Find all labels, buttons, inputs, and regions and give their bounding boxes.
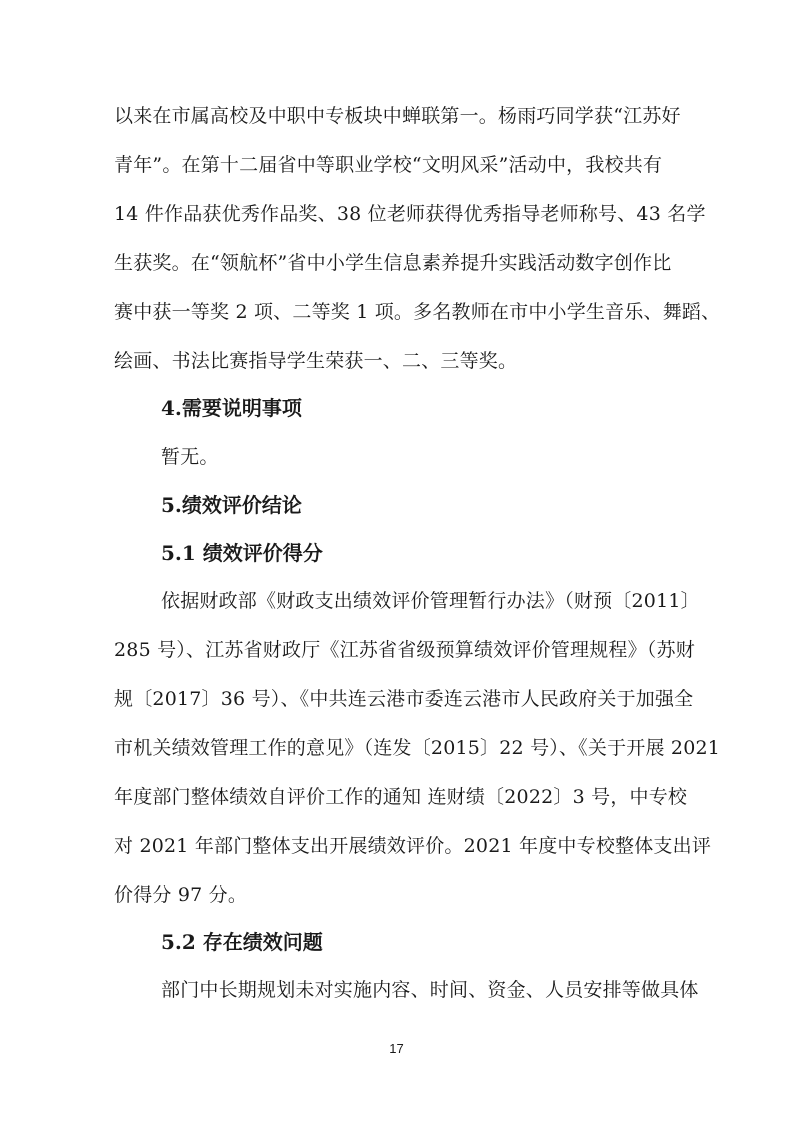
- body-line-5: 赛中获一等奖 2 项、二等奖 1 项。多名教师在市中小学生音乐、舞蹈、: [114, 301, 721, 323]
- body-line-1: 以来在市属高校及中职中专板块中蝉联第一。杨雨巧同学获“江苏好: [114, 105, 681, 127]
- section-5-2-line-1: 部门中长期规划未对实施内容、时间、资金、人员安排等做具体: [161, 979, 699, 1001]
- section-5-1-line-7: 价得分 97 分。: [114, 884, 248, 906]
- section-4-paragraph: 暂无。: [161, 446, 219, 468]
- section-5-1-line-3: 规〔2017〕36 号）、《中共连云港市委连云港市人民政府关于加强全: [114, 688, 694, 710]
- body-line-2: 青年”。在第十二届省中等职业学校“文明风采”活动中，我校共有: [114, 154, 663, 176]
- section-heading-5: 5.绩效评价结论: [161, 493, 302, 517]
- body-line-4: 生获奖。在“领航杯”省中小学生信息素养提升实践活动数字创作比: [114, 252, 672, 274]
- section-5-1-line-2: 285 号）、江苏省财政厅《江苏省省级预算绩效评价管理规程》（苏财: [114, 639, 695, 661]
- page-number: 17: [389, 1041, 404, 1056]
- section-heading-5-1: 5.1 绩效评价得分: [161, 541, 323, 565]
- section-5-1-line-6: 对 2021 年部门整体支出开展绩效评价。2021 年度中专校整体支出评: [114, 835, 712, 857]
- section-5-1-line-4: 市机关绩效管理工作的意见》（连发〔2015〕22 号）、《关于开展 2021: [114, 737, 721, 759]
- section-heading-5-2: 5.2 存在绩效问题: [161, 930, 323, 954]
- body-line-6: 绘画、书法比赛指导学生荣获一、二、三等奖。: [114, 350, 518, 372]
- section-heading-4: 4.需要说明事项: [161, 396, 302, 420]
- section-5-1-line-5: 年度部门整体绩效自评价工作的通知 连财绩〔2022〕3 号，中专校: [114, 786, 688, 808]
- section-5-1-line-1: 依据财政部《财政支出绩效评价管理暂行办法》（财预〔2011〕: [161, 590, 700, 612]
- body-line-3: 14 件作品获优秀作品奖、38 位老师获得优秀指导老师称号、43 名学: [114, 203, 706, 225]
